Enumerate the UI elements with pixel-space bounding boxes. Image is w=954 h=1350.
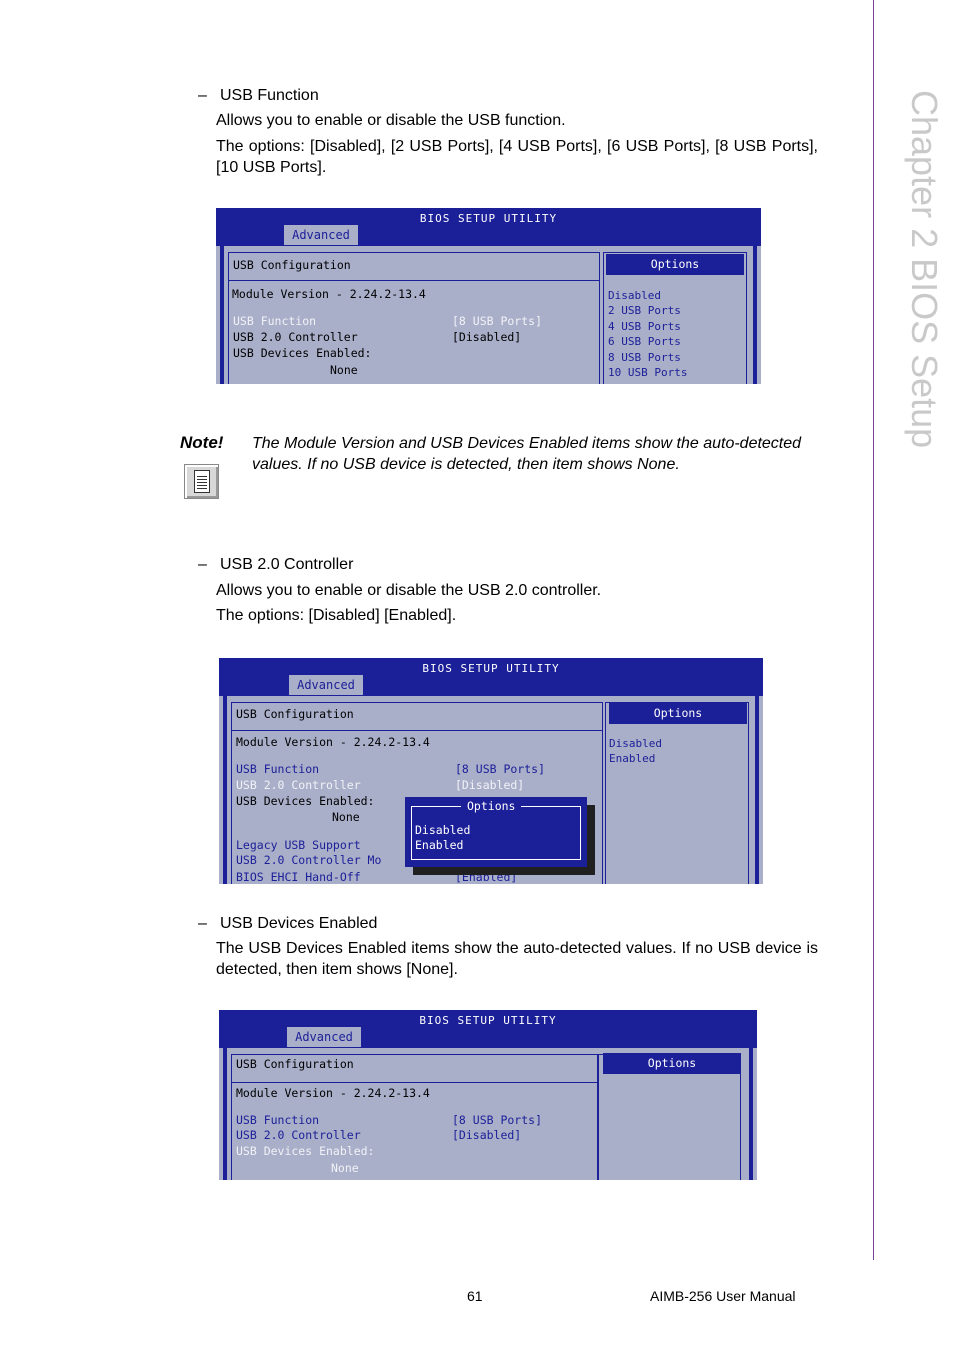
bios-usb20-label: USB 2.0 Controller — [236, 778, 361, 792]
bios-usb20-mode-label: USB 2.0 Controller Mo — [236, 853, 382, 867]
chapter-side-tab — [902, 90, 946, 480]
bios-option-item: 10 USB Ports — [608, 366, 688, 379]
bios-options-header: Options — [603, 1053, 741, 1074]
bios-title: BIOS SETUP UTILITY — [419, 212, 558, 225]
bios-usb-function-value: [8 USB Ports] — [455, 762, 546, 776]
page-number: 61 — [467, 1288, 483, 1304]
note-text: The Module Version and USB Devices Enabled items show the auto-detected values. If no USB device is detected, then item shows None. — [252, 435, 802, 473]
note-label: Note! — [180, 433, 224, 452]
bios-devices-value: None — [330, 363, 358, 377]
manual-title: AIMB-256 User Manual — [650, 1288, 796, 1304]
bios-tab-advanced: Advanced — [287, 1027, 361, 1047]
bios-usb-function-label: USB Function — [236, 1113, 320, 1127]
bios-module-version: Module Version - 2.24.2-13.4 — [236, 735, 430, 749]
bios-screenshot-usb-devices — [219, 1010, 757, 1180]
bios-panel-title: USB Configuration — [236, 1057, 354, 1071]
bios-header-divider — [231, 1082, 599, 1083]
side-divider-line — [873, 0, 874, 1260]
usb-function-heading — [198, 86, 319, 106]
bios-popup-item: Disabled — [415, 823, 471, 837]
chapter-side-tab-text: Chapter 2 BIOS Setup — [904, 90, 945, 449]
usb20-controller-heading — [198, 555, 353, 575]
bios-title: BIOS SETUP UTILITY — [419, 1014, 557, 1027]
bios-options-header: Options — [606, 254, 744, 275]
bios-right-panel — [605, 702, 749, 884]
bios-usb-function-label: USB Function — [233, 314, 317, 328]
bios-popup-title: Options — [461, 799, 521, 813]
bios-devices-label: USB Devices Enabled: — [236, 794, 375, 808]
bios-option-item: 4 USB Ports — [608, 320, 681, 333]
usb20-controller-options-text: The options: [Disabled] [Enabled]. — [216, 607, 457, 624]
bios-module-version: Module Version - 2.24.2-13.4 — [232, 287, 426, 301]
bios-popup-item: Enabled — [415, 838, 464, 852]
bios-option-item: 2 USB Ports — [608, 304, 681, 317]
bios-panel-title: USB Configuration — [233, 258, 351, 272]
bullet-dash: – — [198, 87, 207, 104]
bios-option-item: Disabled — [609, 737, 662, 750]
bios-usb20-label: USB 2.0 Controller — [236, 1128, 361, 1142]
document-icon — [184, 464, 219, 499]
bios-usb20-value: [Disabled] — [452, 330, 522, 344]
bios-module-version: Module Version - 2.24.2-13.4 — [236, 1086, 430, 1100]
bios-ehci-value: [Enabled] — [455, 870, 518, 884]
bios-panel-title: USB Configuration — [236, 707, 354, 721]
bios-usb-function-value: [8 USB Ports] — [452, 1113, 543, 1127]
bios-header-divider — [228, 280, 600, 281]
bios-legacy-usb-label: Legacy USB Support — [236, 838, 361, 852]
bios-usb-function-label: USB Function — [236, 762, 320, 776]
usb-function-heading-text: USB Function — [220, 87, 319, 104]
bios-options-header: Options — [609, 703, 747, 724]
bios-options-popup — [405, 797, 587, 867]
bios-option-item: 8 USB Ports — [608, 351, 681, 364]
bios-option-item: Enabled — [609, 752, 656, 765]
bios-usb20-label: USB 2.0 Controller — [233, 330, 358, 344]
usb-devices-heading-text: USB Devices Enabled — [220, 915, 378, 932]
bios-devices-value: None — [332, 810, 360, 824]
bullet-dash: – — [198, 915, 207, 932]
usb-function-description: Allows you to enable or disable the USB function. — [216, 112, 566, 129]
bios-devices-value: None — [331, 1161, 359, 1175]
usb-function-options-text: The options: [Disabled], [2 USB Ports], [4 USB Ports], [6 USB Ports], [8 USB Ports], [10 USB Ports]. — [216, 138, 818, 176]
bios-ehci-label: BIOS EHCI Hand-Off — [236, 870, 361, 884]
usb20-controller-description: Allows you to enable or disable the USB 2.0 controller. — [216, 582, 602, 599]
bios-tab-advanced: Advanced — [289, 675, 363, 695]
usb-devices-heading — [198, 914, 377, 934]
bios-screenshot-usb-function — [216, 208, 761, 384]
bios-screenshot-usb20-controller — [219, 658, 763, 884]
bios-option-item: Disabled — [608, 289, 661, 302]
bios-usb20-value: [Disabled] — [452, 1128, 522, 1142]
usb20-controller-heading-text: USB 2.0 Controller — [220, 556, 354, 573]
bios-usb-function-value: [8 USB Ports] — [452, 314, 543, 328]
bullet-dash: – — [198, 556, 207, 573]
bios-header-divider — [231, 730, 603, 731]
usb-devices-description: The USB Devices Enabled items show the auto-detected values. If no USB device is detected, then item shows [None]. — [216, 940, 818, 978]
bios-option-item: 6 USB Ports — [608, 335, 681, 348]
bios-usb20-value: [Disabled] — [455, 778, 525, 792]
bios-tab-advanced: Advanced — [284, 225, 358, 245]
bios-title: BIOS SETUP UTILITY — [422, 662, 560, 675]
bios-devices-label: USB Devices Enabled: — [236, 1144, 375, 1158]
bios-devices-label: USB Devices Enabled: — [233, 346, 372, 360]
